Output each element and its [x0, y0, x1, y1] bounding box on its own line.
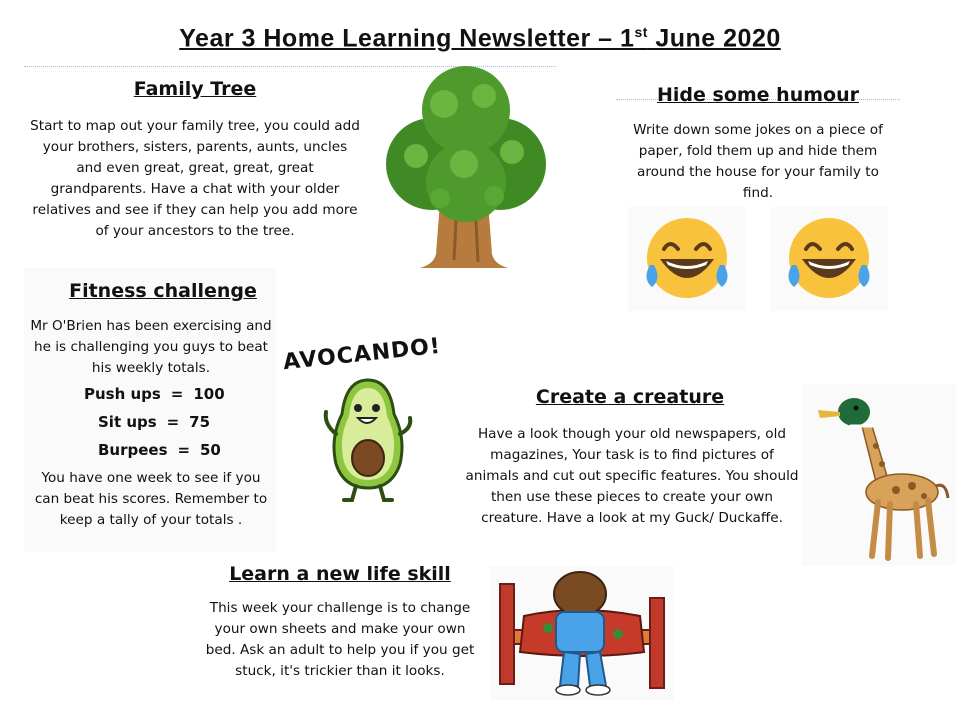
title-main: Year 3 Home Learning Newsletter – 1 [179, 24, 635, 53]
score-label: Sit ups [98, 413, 157, 431]
score-value: 75 [189, 413, 211, 431]
score-row: Burpees = 50 [98, 441, 221, 459]
creature-text: Have a look though your old newspapers, old magazines, Your task is to find pictures of animals and cut out specific features. You should then use these pieces to create your own creature. Have a look at my Guck/ Duckaffe. [465, 426, 799, 526]
duckaffe-illustration [806, 386, 954, 564]
score-row: Sit ups = 75 [98, 413, 211, 431]
tree-illustration [380, 64, 550, 270]
score-label: Push ups [84, 385, 161, 403]
score-value: 100 [193, 385, 225, 403]
family-tree-text: Start to map out your family tree, you could add your brothers, sisters, parents, aunts, uncles and even great, great, great, great grandparents. Have a chat with your older relatives and see if they can help you add more of your ancestors to the tree. [30, 118, 360, 239]
life-skill-text: This week your challenge is to change your own sheets and make your own bed. Ask an adult to help you if you get stuck, it's trickier than it looks. [205, 600, 475, 679]
score-row: Push ups = 100 [84, 385, 225, 403]
score-value: 50 [200, 441, 221, 459]
humour-text: Write down some jokes on a piece of paper, fold them up and hide them around the house for your family to find. [633, 122, 883, 201]
avocado-caption: AVOCANDO! [281, 333, 443, 376]
newsletter-title [0, 24, 960, 53]
title-date: June 2020 [647, 24, 781, 53]
fitness-outro: You have one week to see if you can beat his scores. Remember to keep a tally of your totals . [34, 470, 268, 528]
humour-heading: Hide some humour [657, 84, 859, 106]
avocado-illustration [318, 374, 418, 504]
fitness-heading: Fitness challenge [69, 280, 257, 302]
laughing-emoji-icon [782, 213, 876, 303]
life-skill-heading: Learn a new life skill [229, 563, 451, 585]
fitness-scores [84, 380, 254, 464]
family-tree-heading: Family Tree [133, 78, 257, 100]
score-label: Burpees [98, 441, 168, 459]
laughing-emoji-icon [640, 213, 734, 303]
title-ordinal: st [634, 24, 648, 40]
fitness-intro: Mr O'Brien has been exercising and he is challenging you guys to beat his weekly totals. [30, 318, 272, 376]
creature-heading: Create a creature [535, 386, 725, 408]
bed-making-illustration [494, 568, 670, 698]
